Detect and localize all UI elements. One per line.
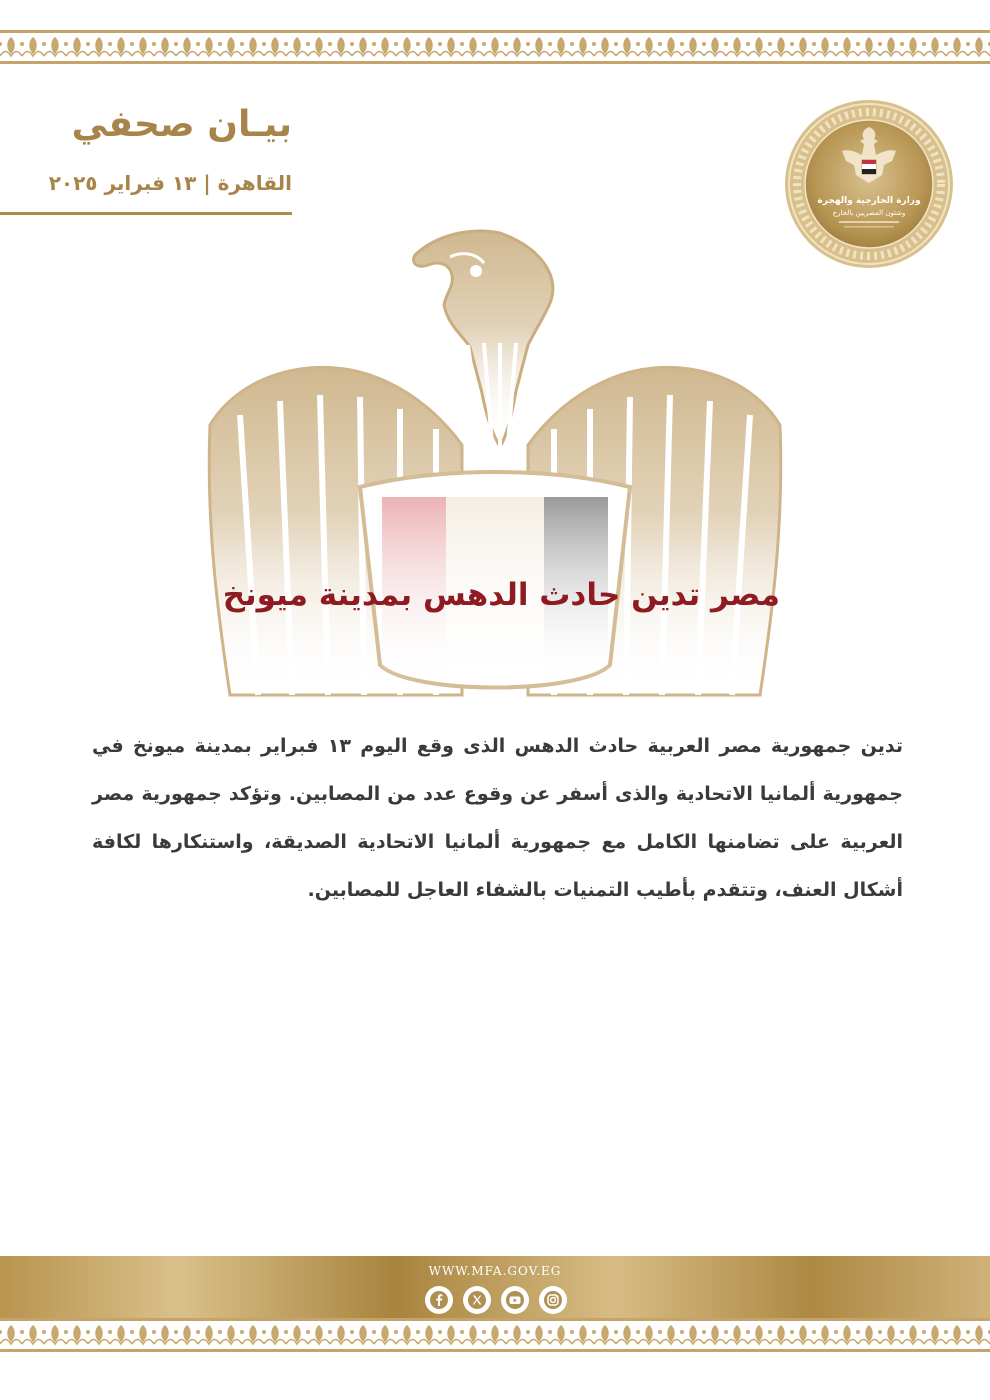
dateline: القاهرة | ١٣ فبراير ٢٠٢٥ [48,171,292,195]
instagram-icon[interactable] [539,1286,567,1314]
statement-body: تدين جمهورية مصر العربية حادث الدهس الذى وقع اليوم ١٣ فبراير بمدينة ميونخ في جمهورية ألمانيا الاتحادية والذى أسفر عن وقوع عدد من المصابين. وتؤكد جمهورية مصر العربية على تضامنها الكامل مع جمهورية ألمانيا الاتحادية الصديقة، واستنكارها لكافة أشكال العنف، وتتقدم بأطيب التمنيات بالشفاء العاجل للمصابين. [92,735,903,901]
footer-bar [0,1256,990,1318]
facebook-icon[interactable] [425,1286,453,1314]
seal-text-line2: وشئون المصريين بالخارج [832,209,906,217]
ministry-seal-logo [784,99,954,269]
seal-text-line1: وزارة الخارجية والهجرة [817,196,921,206]
header-divider [0,212,292,215]
top-ornament-border [0,30,990,64]
x-icon[interactable] [463,1286,491,1314]
website-link[interactable]: WWW.MFA.GOV.EG [428,1264,562,1278]
eagle-watermark [200,225,790,705]
statement-headline: مصر تدين حادث الدهس بمدينة ميونخ [222,577,780,613]
bottom-ornament-border [0,1318,990,1352]
page-title: بيـان صحفي [71,104,292,145]
youtube-icon[interactable] [501,1286,529,1314]
